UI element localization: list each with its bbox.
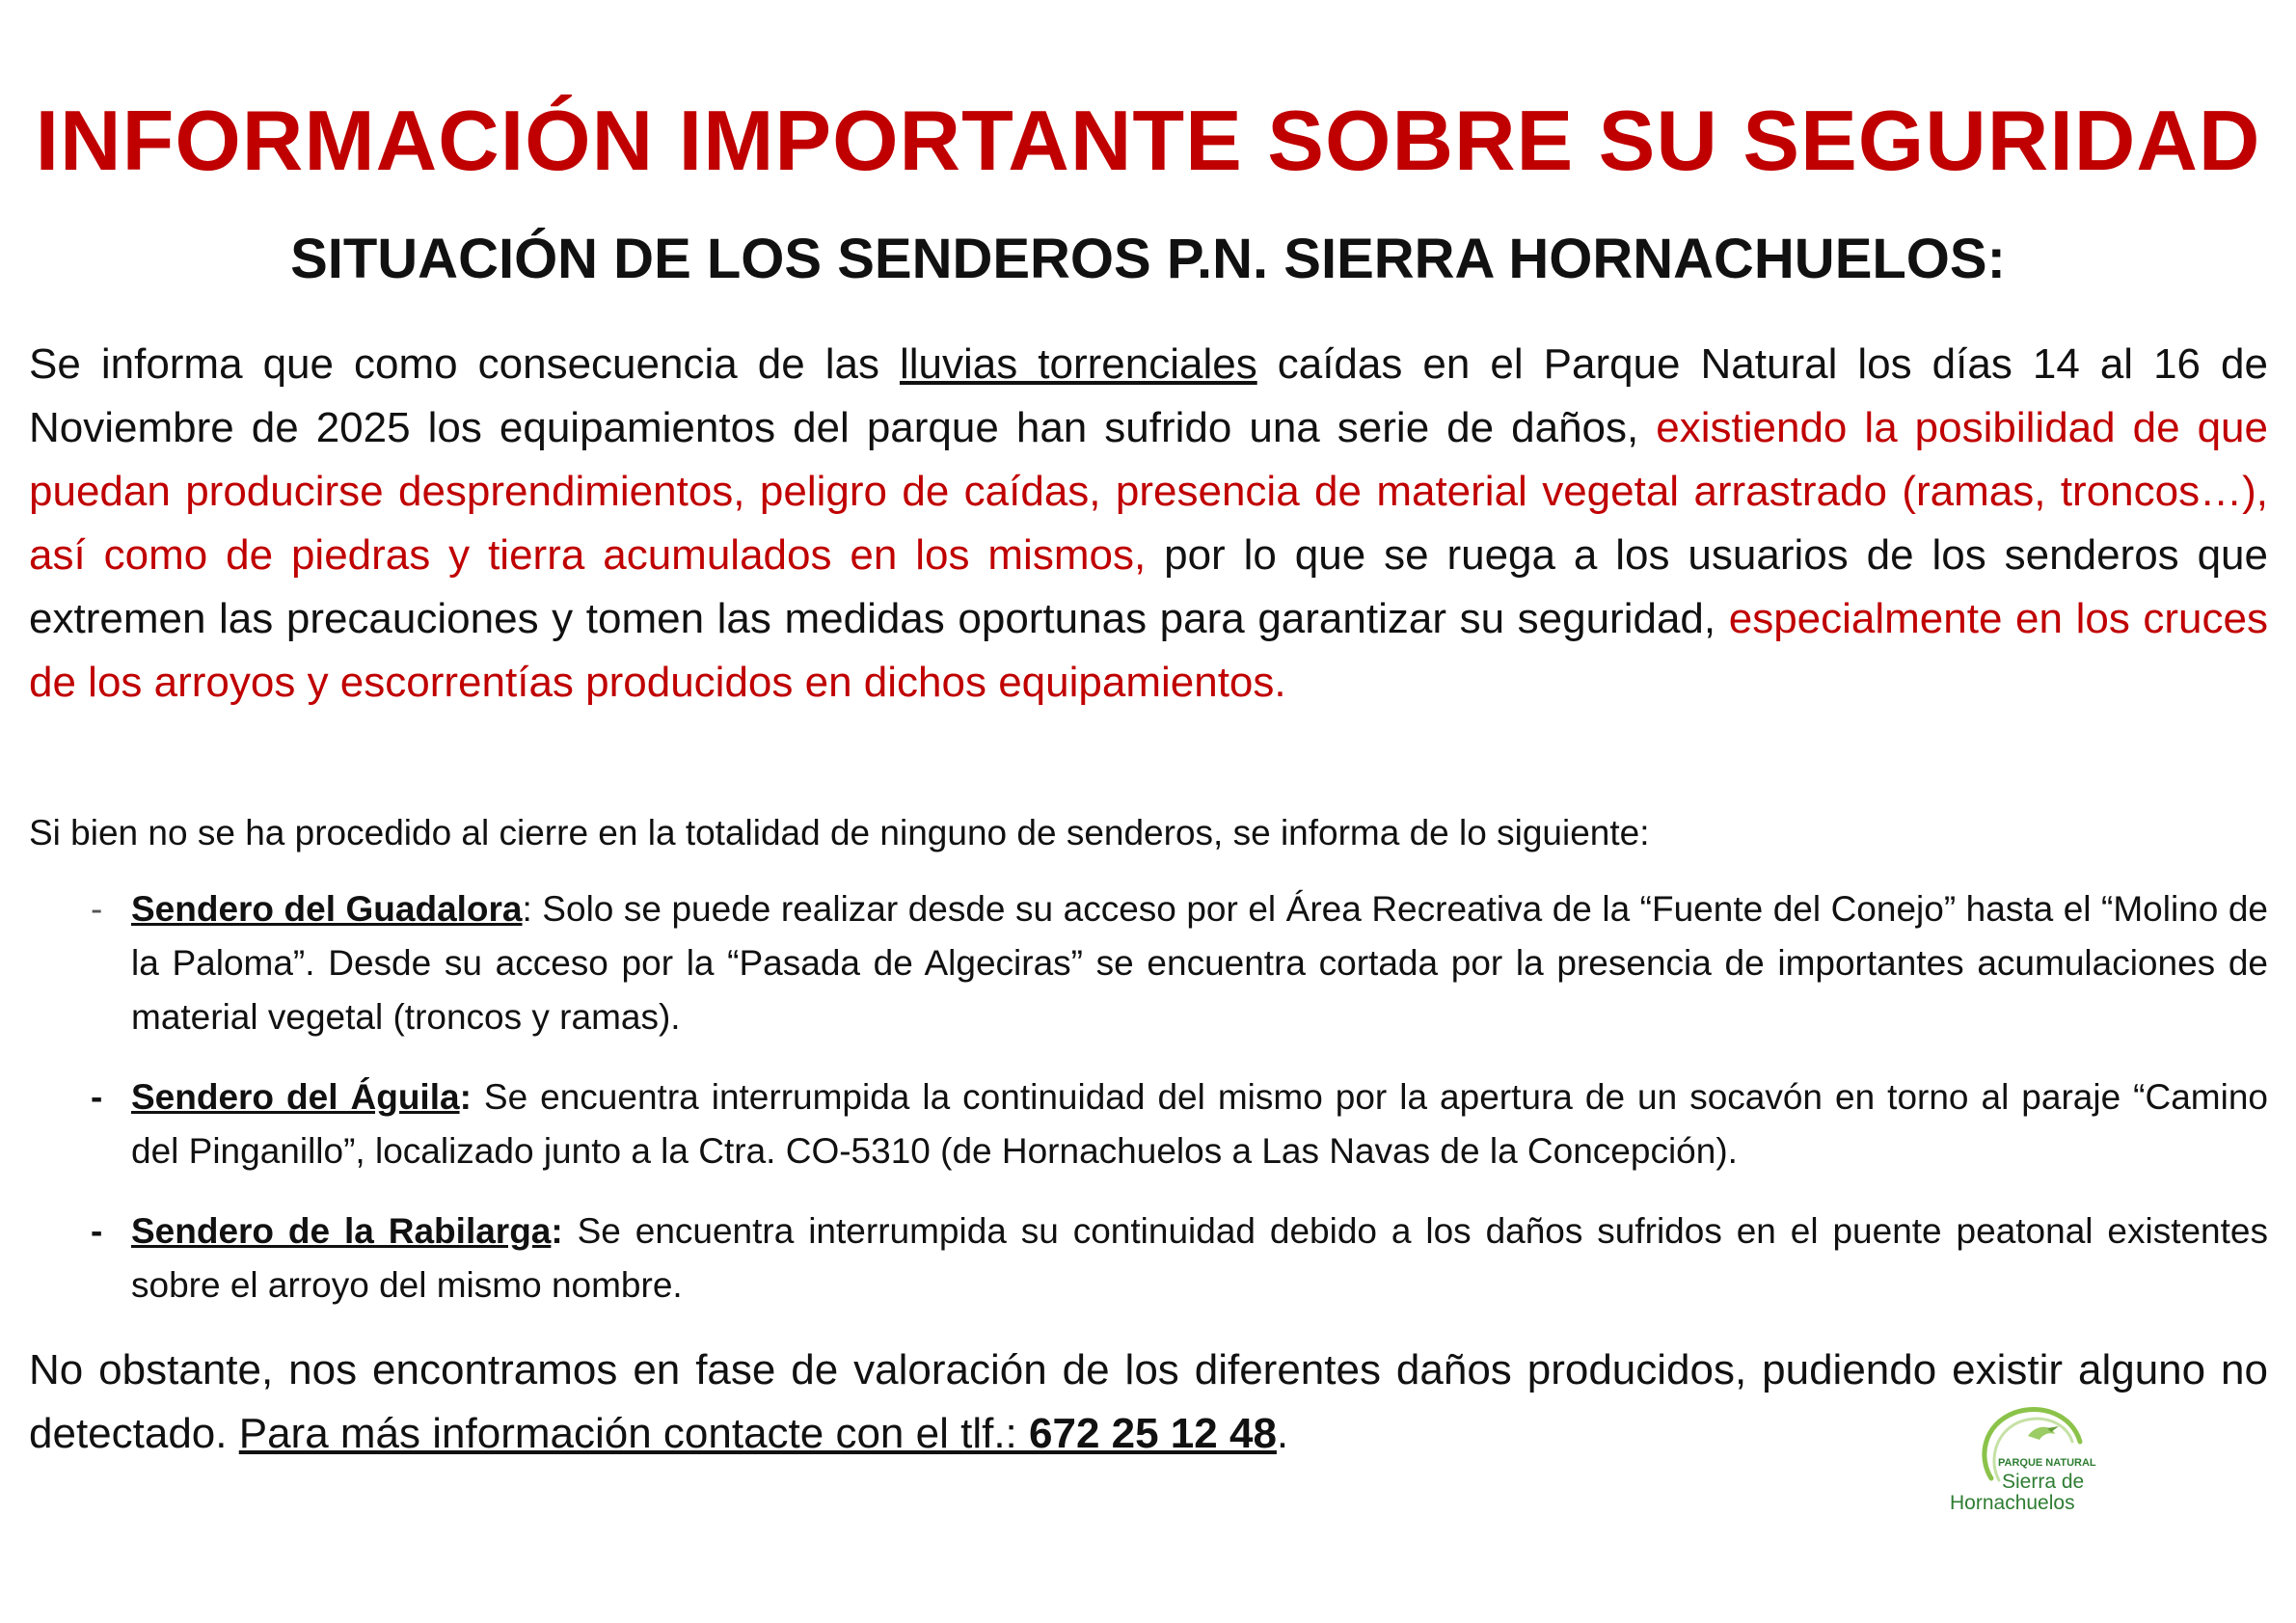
trail-name: Sendero del Águila bbox=[131, 1077, 460, 1117]
list-dash: - bbox=[91, 889, 103, 929]
logo-line-2: Sierra de bbox=[2002, 1471, 2085, 1493]
page-subtitle: SITUACIÓN DE LOS SENDEROS P.N. SIERRA HORNACHUELOS: bbox=[290, 228, 2006, 290]
contact-info bbox=[239, 1410, 1277, 1457]
park-logo bbox=[1948, 1403, 2107, 1524]
closing-text: No obstante, nos encontramos en fase de valoración de los diferentes daños producidos, pudiendo existir alguno no detectado. bbox=[29, 1346, 2268, 1457]
intro-warning-crossings: especialmente en los cruces de los arroyos y escorrentías producidos en dichos equipamientos. bbox=[29, 595, 2268, 706]
logo-line-1: PARQUE NATURAL bbox=[1998, 1457, 2096, 1469]
trail-description: Se encuentra interrumpida la continuidad del mismo por la apertura de un socavón en torno al paraje “Camino del Pinganillo”, localizado junto a la Ctra. CO-5310 (de Hornachuelos a Las Navas de la Concepción). bbox=[131, 1077, 2268, 1171]
logo-line-3: Hornachuelos bbox=[1950, 1492, 2075, 1514]
trail-name: Sendero de la Rabilarga bbox=[131, 1211, 552, 1251]
intro-rains-term: lluvias torrenciales bbox=[899, 340, 1257, 388]
trail-colon: : bbox=[459, 1077, 472, 1117]
intro-text-2: caídas en el Parque Natural los días 14 al 16 de Noviembre de 2025 los equipamientos del parque han sufrido una serie de daños, bbox=[29, 340, 2268, 451]
page-title: INFORMACIÓN IMPORTANTE SOBRE SU SEGURIDAD bbox=[35, 93, 2261, 188]
trail-list bbox=[29, 882, 2268, 1312]
closing-period: . bbox=[1276, 1410, 1289, 1457]
trail-item-guadalora bbox=[29, 882, 2268, 1044]
intro-warning-risks: existiendo la posibilidad de que puedan producirse desprendimientos, peligro de caídas, presencia de material vegetal arrastrado (ramas, troncos…), así como de piedras y tierra acumulados en los mismos, bbox=[29, 404, 2268, 579]
intro-paragraph bbox=[29, 333, 2268, 715]
trail-item-rabilarga bbox=[29, 1204, 2268, 1312]
trail-name: Sendero del Guadalora bbox=[131, 889, 523, 929]
trail-description: Solo se puede realizar desde su acceso por el Área Recreativa de la “Fuente del Conejo” hasta el “Molino de la Paloma”. Desde su acceso por la “Pasada de Algeciras” se encuentra cortada por la presencia de importantes acumulaciones de material vegetal (troncos y ramas). bbox=[131, 889, 2268, 1037]
closing-paragraph bbox=[29, 1339, 2268, 1466]
list-dash: - bbox=[91, 1211, 103, 1251]
trail-colon: : bbox=[551, 1211, 563, 1251]
intro-text-3: por lo que se ruega a los usuarios de los senderos que extremen las precauciones y tomen las medidas oportunas para garantizar su seguridad, bbox=[29, 531, 2268, 642]
list-dash: - bbox=[91, 1077, 103, 1117]
contact-phone: 672 25 12 48 bbox=[1029, 1410, 1277, 1457]
intro-text-1: Se informa que como consecuencia de las bbox=[29, 340, 900, 388]
trail-colon: : bbox=[522, 889, 532, 929]
trail-description: Se encuentra interrumpida su continuidad debido a los daños sufridos en el puente peatonal existentes sobre el arroyo del mismo nombre. bbox=[131, 1211, 2268, 1305]
contact-label: Para más información contacte con el tlf.: bbox=[238, 1410, 1029, 1457]
trail-item-aguila bbox=[29, 1070, 2268, 1178]
trails-lead-text: Si bien no se ha procedido al cierre en la totalidad de ninguno de senderos, se informa de lo siguiente: bbox=[29, 813, 1650, 852]
